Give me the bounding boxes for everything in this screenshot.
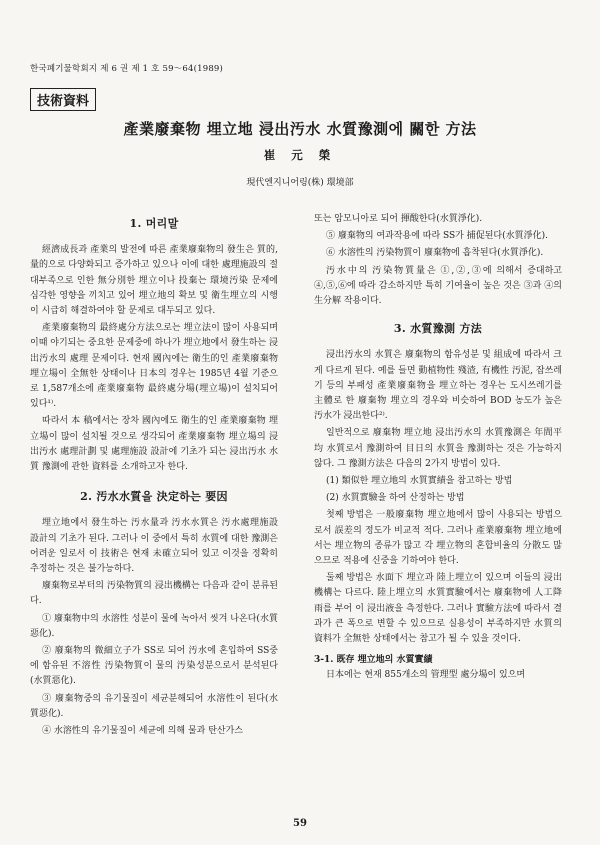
paragraph: 產業廢棄物의 最終處分方法으로는 埋立法이 많이 사용되며 이때 야기되는 중요한 문제중에 하나가 埋立地에서 發生하는 浸出汚水의 處理 문제이다. 현재 國內에는 衛生的인 產業廢棄物 埋立場이 全無한 상태이나 日本의 경우는 1985년 4월 기준으로 1,587개소에 產業廢棄物 最終處分場(埋立場)이 설치되어 있다¹⁾. bbox=[30, 323, 278, 410]
paragraph: 둘째 방법은 水面下 埋立과 陸上埋立이 있으며 이들의 浸出機構는 다르다. 陸上埋立의 水質實驗에서는 廢棄物에 人工降雨를 부어 이 浸出液을 측정한다. 그러나 實驗方法에 따라서 결과가 큰 폭으로 변할 수 있으므로 실용성이 부족하지만 水質의 資料가 全無한 상태에서는 참고가 될 수 있을 것이다. bbox=[314, 573, 562, 645]
author-name: 崔 元 榮 bbox=[263, 148, 337, 162]
paragraph: 廢棄物로부터의 汚染物質의 浸出機構는 다음과 같이 분류된다. bbox=[30, 581, 278, 607]
subsection-3-1-heading: 3-1. 既存 埋立地의 水質實績 bbox=[314, 655, 433, 666]
paragraph: 汚水中의 汚染物質量은 ①,②,③에 의해서 증대하고 ④,⑤,⑥에 따라 감소하지만 특히 기여율이 높은 것은 ③과 ④의 生分解 작용이다. bbox=[314, 265, 562, 307]
section-3-heading: 3. 水質豫測 方法 bbox=[393, 322, 483, 336]
paper-title: 產業廢棄物 埋立地 浸出汚水 水質豫測에 關한 方法 bbox=[123, 120, 477, 138]
list-item: ⑤ 廢棄物의 여과작용에 따라 SS가 捕促된다(水質淨化). bbox=[326, 231, 548, 242]
paragraph: 埋立地에서 發生하는 汚水量과 汚水水質은 汚水處理施設 設計의 기초가 된다. 그러나 이 중에서 특히 水質에 대한 豫測은 어려운 일로서 이 技術은 현재 未確立되어 있고 이것을 정확히 추정하는 것은 불가능하다. bbox=[30, 518, 278, 575]
list-item: ③ 廢棄物중의 유기물질이 세균분해되어 水溶性이 된다(水質惡化). bbox=[30, 693, 278, 719]
paragraph: 일반적으로 廢棄物 埋立地 浸出汚水의 水質豫測은 年間平均 水質로서 豫測하여 目日의 水質을 豫測하는 것은 가능하지 않다. 그 豫測方法은 다음의 2가지 방법이 있다. bbox=[314, 428, 562, 469]
paragraph: 經濟成長과 產業의 발전에 따른 產業廢棄物의 發生은 質的, 量的으로 다양화되고 증가하고 있으나 이에 대한 處理施設의 절대부족으로 인한 無分別한 埋立이나 投棄는 環境汚染 문제에 심각한 영향을 끼치고 있어 埋立地의 확보 및 衛生埋立의 시행이 시급히 해결하여야 할 문제로 대두되고 있다. bbox=[30, 245, 278, 317]
left-column bbox=[30, 212, 278, 741]
list-item: ④ 水溶性의 유기물질이 세균에 의해 물과 탄산가스 bbox=[42, 726, 243, 737]
journal-citation: 한국폐기물학회지 제 6 권 제 1 호 59～64(1989) bbox=[30, 64, 224, 74]
list-item: (1) 類似한 埋立地의 水質實績을 참고하는 방법 bbox=[326, 476, 513, 487]
list-item: ② 廢棄物의 微細立子가 SS로 되어 汚水에 혼입하여 SS중에 함유된 不溶性 汚染物質이 물의 汚染성분으로서 분석된다(水質惡化). bbox=[30, 646, 278, 687]
author-affiliation: 現代엔지니어링(株) 環境部 bbox=[246, 178, 354, 188]
section-tag: 技術資料 bbox=[30, 88, 96, 111]
section-2-heading: 2. 汚水水質을 決定하는 要因 bbox=[80, 490, 228, 504]
paragraph: 日本에는 현재 855개소의 管理型 處分場이 있으며 bbox=[326, 670, 526, 681]
list-item: ① 廢棄物中의 水溶性 성분이 물에 녹아서 씻겨 나온다(水質惡化). bbox=[30, 613, 278, 639]
list-item: ⑥ 水溶性의 汚染物質이 廢棄物에 흡착된다(水質淨化). bbox=[326, 248, 544, 259]
paragraph: 또는 암모니아로 되어 揮酸한다(水質淨化). bbox=[314, 214, 483, 224]
paragraph: 따라서 本 稿에서는 장차 國內에도 衛生的인 產業廢棄物 埋立場이 많이 설치될 것으로 생각되어 產業廢棄物 埋立場의 浸出汚水 處理計劃 및 處理施設 設計에 기초가 되는 浸出汚水 水質 豫測에 관한 資料를 소개하고자 한다. bbox=[30, 416, 278, 473]
paragraph: 浸出汚水의 水質은 廢棄物의 함유성분 및 組成에 따라서 크게 다르게 된다. 예를 들면 動植物性 殘渣, 有機性 汚泥, 잡쓰레기 등의 부패성 產業廢棄物을 埋立하는 경우는 도시쓰레기를 主體로 한 廢棄物 埋立의 경우와 비슷하여 BOD 농도가 높은 汚水가 浸出한다²⁾. bbox=[314, 350, 562, 422]
section-1-heading: 1. 머리말 bbox=[129, 217, 179, 230]
right-column bbox=[314, 212, 562, 686]
list-item: (2) 水質實驗을 하여 산정하는 방법 bbox=[326, 493, 465, 504]
paragraph: 첫째 방법은 一般廢棄物 埋立地에서 많이 사용되는 방법으로서 誤差의 정도가 비교적 적다. 그러나 產業廢棄物 埋立地에서는 埋立物의 종류가 많고 각 埋立物의 혼합비율의 分散도 많으므로 적용에 신중을 기하여야 한다. bbox=[314, 510, 562, 567]
page-number: 59 bbox=[293, 818, 307, 829]
